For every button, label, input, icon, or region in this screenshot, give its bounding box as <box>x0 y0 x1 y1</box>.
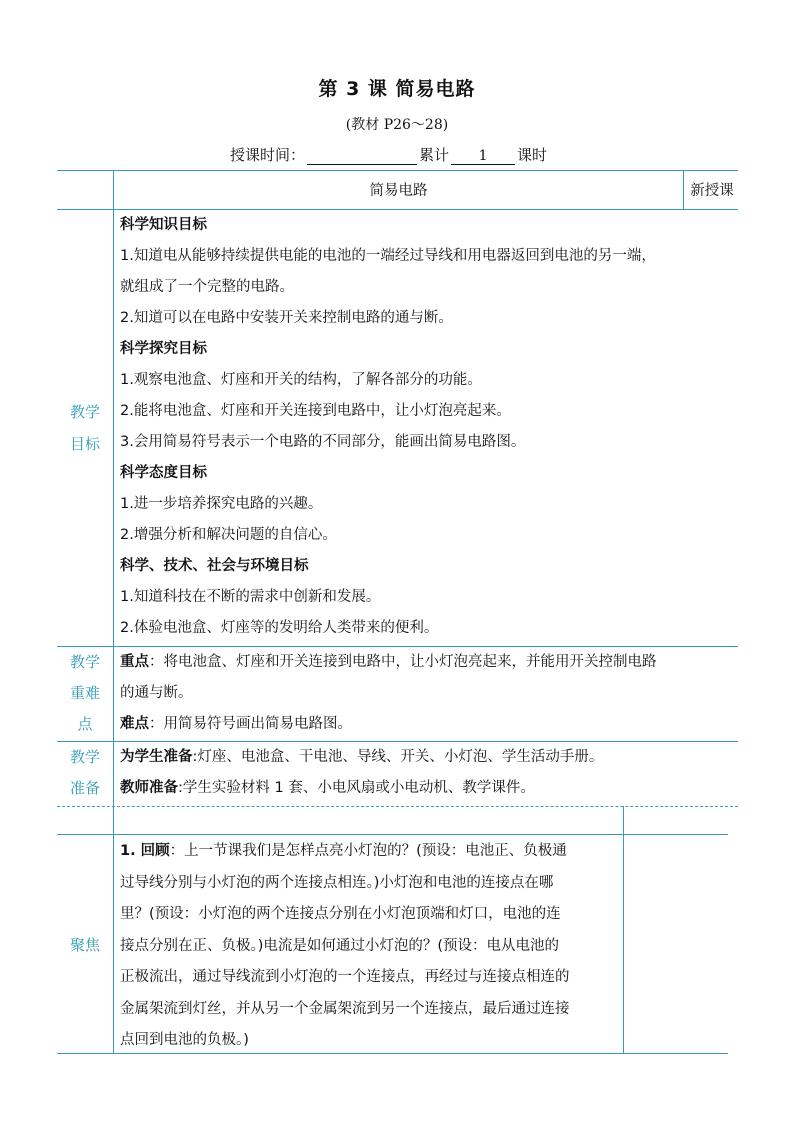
goal-item: 1.观察电池盒、灯座和开关的结构，了解各部分的功能。 <box>120 372 482 388</box>
time-blank <box>307 148 417 165</box>
goals-content <box>120 210 724 644</box>
goal-heading-sts: 科学、技术、社会与环境目标 <box>120 558 309 574</box>
focus-line: 里？(预设：小灯泡的两个连接点分别在小灯泡顶端和灯口，电池的连 <box>120 906 561 922</box>
label-column-divider-lower <box>113 806 114 1054</box>
cumulative-label: 累计 <box>419 146 450 164</box>
goal-item: 2.增强分析和解决问题的自信心。 <box>120 527 337 543</box>
goal-item: 1.知道科技在不断的需求中创新和发展。 <box>120 589 381 605</box>
goal-item: 1.进一步培养探究电路的兴趣。 <box>120 496 323 512</box>
keypoints-label: 教学 重难 点 <box>69 653 100 733</box>
focus-line: 正极流出，通过导线流到小灯泡的一个连接点，再经过与连接点相连的 <box>120 969 570 985</box>
teacher-prep-label: 教师准备 <box>120 780 178 796</box>
cumulative-value: 1 <box>451 148 515 165</box>
focus-line: 金属架流到灯丝，并从另一个金属架流到另一个连接点，最后通过连接 <box>120 1000 570 1017</box>
focus-line: 点回到电池的负极。) <box>120 1032 249 1048</box>
key-point-text-cont: 的通与断。 <box>120 685 193 701</box>
hours-label: 课时 <box>517 146 548 164</box>
goal-heading-knowledge: 科学知识目标 <box>120 217 207 233</box>
topic-cell: 简易电路 <box>369 183 428 199</box>
schedule-line <box>230 144 547 165</box>
preparation-content <box>120 742 724 804</box>
goal-item: 2.能将电池盒、灯座和开关连接到电路中，让小灯泡亮起来。 <box>120 403 511 419</box>
goal-item: 2.体验电池盒、灯座等的发明给人类带来的便利。 <box>120 620 439 636</box>
goal-item: 1.知道电从能够持续提供电能的电池的一端经过导线和用电器返回到电池的另一端， <box>120 248 656 264</box>
student-prep-label: 为学生准备 <box>120 749 193 765</box>
lesson-title: 第 3 课 简易电路 <box>318 78 476 100</box>
label-column-divider <box>113 170 114 808</box>
difficult-point-text: ：用简易符号画出简易电路图。 <box>149 716 352 732</box>
textbook-pages: (教材 P26～28) <box>345 117 449 133</box>
student-prep-text: :灯座、电池盒、干电池、导线、开关、小灯泡、学生活动手册。 <box>192 749 604 765</box>
goal-heading-attitude: 科学态度目标 <box>120 465 207 481</box>
key-point-text: ：将电池盒、灯座和开关连接到电路中，让小灯泡亮起来，并能用开关控制电路 <box>149 654 657 670</box>
notes-column-divider <box>623 806 624 1054</box>
goal-item: 就组成了一个完整的电路。 <box>120 279 294 295</box>
key-point-label: 重点 <box>120 654 149 670</box>
focus-content <box>120 836 620 1057</box>
time-label: 授课时间： <box>230 146 306 164</box>
focus-line: 过导线分别与小灯泡的两个连接点相连。)小灯泡和电池的连接点在哪 <box>120 874 554 891</box>
goal-item: 3.会用简易符号表示一个电路的不同部分，能画出简易电路图。 <box>120 434 526 450</box>
goals-label: 教学 目标 <box>69 403 100 453</box>
difficult-point-label: 难点 <box>120 716 149 732</box>
teacher-prep-text: :学生实验材料 1 套、小电风扇或小电动机、教学课件。 <box>178 780 535 796</box>
lesson-type-cell: 新授课 <box>690 183 734 199</box>
row-divider-4 <box>57 834 728 835</box>
focus-label: 聚焦 <box>69 936 100 954</box>
focus-line: 接点分别在正、负极。)电流是如何通过小灯泡的？(预设：电从电池的 <box>120 937 560 954</box>
focus-lead: 1. 回顾 <box>120 843 170 859</box>
row-divider-dashed <box>57 806 738 807</box>
goal-heading-inquiry: 科学探究目标 <box>120 341 207 357</box>
goal-item: 2.知道可以在电路中安装开关来控制电路的通与断。 <box>120 310 453 326</box>
keypoints-content <box>120 647 724 740</box>
focus-line: ：上一节课我们是怎样点亮小灯泡的？(预设：电池正、负极通 <box>169 843 567 859</box>
table-top-border <box>57 170 738 171</box>
preparation-label: 教学 准备 <box>69 748 100 797</box>
